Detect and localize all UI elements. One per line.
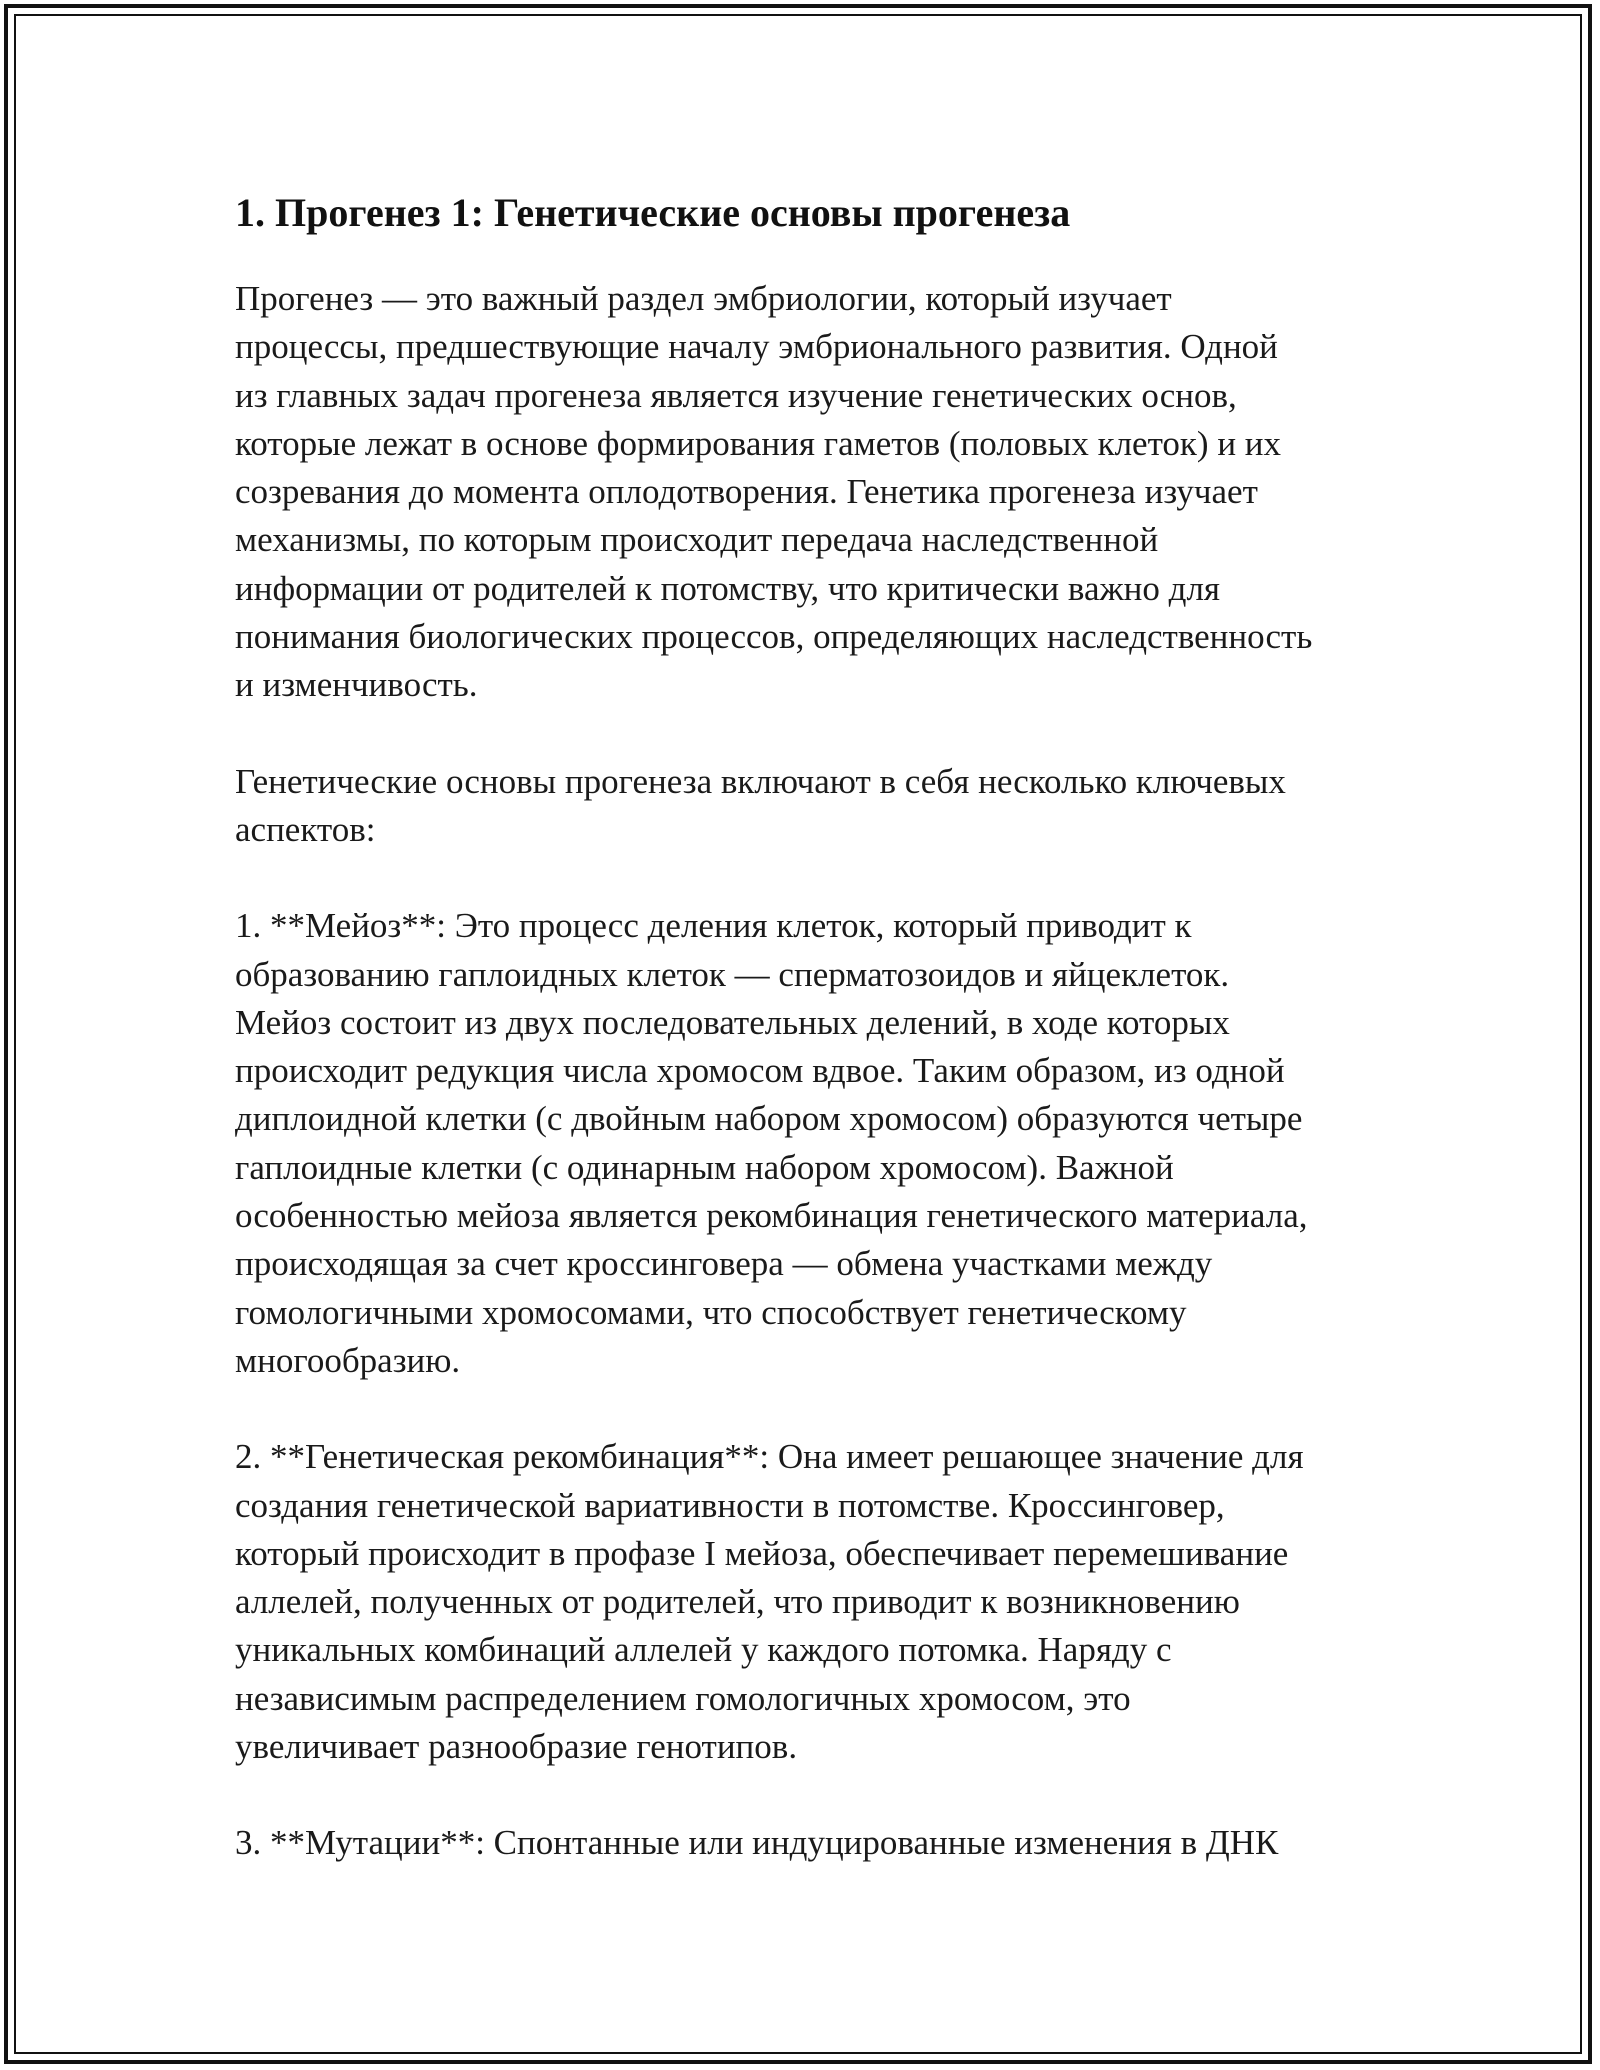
list-item-recombination: 2. **Генетическая рекомбинация**: Она имеет решающее значение для создания генетической вариативности в потомстве. Кроссинговер, который происходит в профазе I мейоза, обеспечивает перемешивание аллелей, полученных от родителей, что приводит к возникновению уникальных комбинаций аллелей у каждого потомка. Наряду с независимым распределением гомологичных хромосом, это увеличивает разнообразие генотипов. xyxy=(235,1437,1304,1767)
document-title: 1. Прогенез 1: Генетические основы прогенеза xyxy=(235,190,1071,235)
document-body xyxy=(235,185,1375,1916)
list-item-mutations: 3. **Мутации**: Спонтанные или индуцированные изменения в ДНК xyxy=(235,1823,1279,1863)
paragraph-intro: Прогенез — это важный раздел эмбриологии, который изучает процессы, предшествующие началу эмбрионального развития. Одной из главных задач прогенеза является изучение генетических основ, которые лежат в основе формирования гаметов (половых клеток) и их созревания до момента оплодотворения. Генетика прогенеза изучает механизмы, по которым происходит передача наследственной информации от родителей к потомству, что критически важно для понимания биологических процессов, определяющих наследственность и изменчивость. xyxy=(235,279,1313,705)
list-item-meiosis: 1. **Мейоз**: Это процесс деления клеток, который приводит к образованию гаплоидных клеток — сперматозоидов и яйцеклеток. Мейоз состоит из двух последовательных делений, в ходе которых происходит редукция числа хромосом вдвое. Таким образом, из одной диплоидной клетки (с двойным набором хромосом) образуются четыре гаплоидные клетки (с одинарным набором хромосом). Важной особенностью мейоза является рекомбинация генетического материала, происходящая за счет кроссинговера — обмена участками между гомологичными хромосомами, что способствует генетическому многообразию. xyxy=(235,906,1308,1380)
paragraph-aspects-intro: Генетические основы прогенеза включают в себя несколько ключевых аспектов: xyxy=(235,761,1286,849)
